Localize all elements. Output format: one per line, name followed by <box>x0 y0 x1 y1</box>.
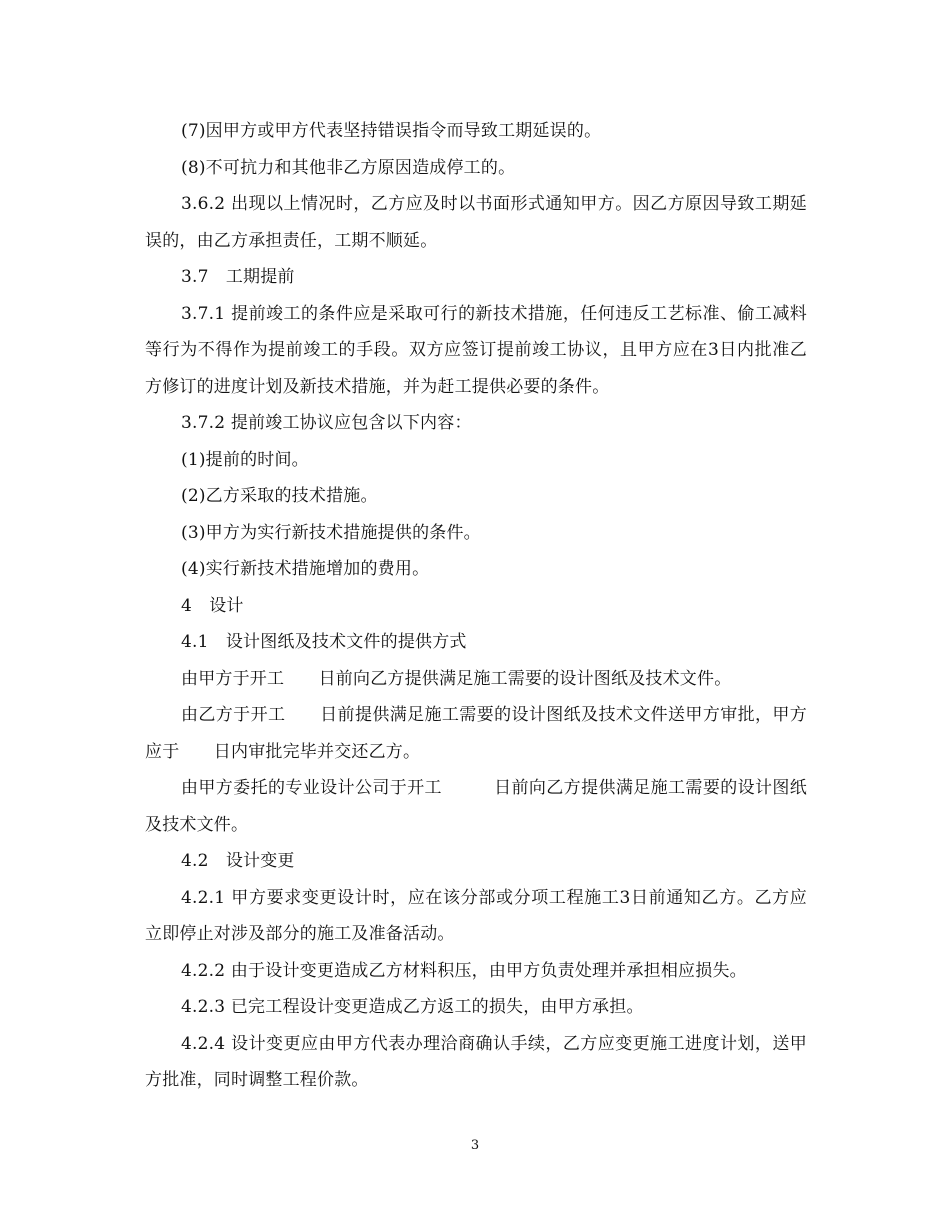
list-item-3: (3)甲方为实行新技术措施提供的条件。 <box>181 522 481 543</box>
section-4-2-heading: 4.2 设计变更 <box>181 851 295 871</box>
clause-8-paragraph: (8)不可抗力和其他非乙方原因造成停工的。 <box>181 157 516 178</box>
clause-7-paragraph: (7)因甲方或甲方代表坚持错误指令而导致工期延误的。 <box>181 121 602 141</box>
section-3-7-1-paragraph: 3.7.1 提前竣工的条件应是采取可行的新技术措施，任何违反工艺标准、偷工减料等行为不得作为提前竣工的手段。双方应签订提前竣工协议，且甲方应在3日内批准乙方修订的进度计划及新技术措施，并为赶工提供必要的条件。 <box>145 303 807 397</box>
section-3-6-2-paragraph: 3.6.2 出现以上情况时，乙方应及时以书面形式通知甲方。因乙方原因导致工期延误的，由乙方承担责任，工期不顺延。 <box>145 194 807 251</box>
section-4-2-1-paragraph: 4.2.1 甲方要求变更设计时，应在该分部或分项工程施工3日前通知乙方。乙方应立即停止对涉及部分的施工及准备活动。 <box>145 887 807 944</box>
document-body <box>145 113 807 1099</box>
section-3-7-2-paragraph: 3.7.2 提前竣工协议应包含以下内容： <box>181 413 472 433</box>
design-option-c-paragraph: 由甲方委托的专业设计公司于开工 日前向乙方提供满足施工需要的设计图纸及技术文件。 <box>145 778 807 835</box>
section-4-2-4-paragraph: 4.2.4 设计变更应由甲方代表办理洽商确认手续，乙方应变更施工进度计划，送甲方批准，同时调整工程价款。 <box>145 1033 807 1090</box>
section-3-7-heading: 3.7 工期提前 <box>181 267 295 287</box>
design-option-a-paragraph: 由甲方于开工 日前向乙方提供满足施工需要的设计图纸及技术文件。 <box>181 668 732 689</box>
section-4-heading: 4 设计 <box>181 595 244 616</box>
list-item-2: (2)乙方采取的技术措施。 <box>181 486 378 506</box>
section-4-2-2-paragraph: 4.2.2 由于设计变更造成乙方材料积压，由甲方负责处理并承担相应损失。 <box>181 960 747 981</box>
section-4-2-3-paragraph: 4.2.3 已完工程设计变更造成乙方返工的损失，由甲方承担。 <box>181 997 644 1017</box>
list-item-1: (1)提前的时间。 <box>181 449 309 470</box>
list-item-4: (4)实行新技术措施增加的费用。 <box>181 559 430 579</box>
section-4-1-heading: 4.1 设计图纸及技术文件的提供方式 <box>181 632 467 652</box>
page-number: 3 <box>470 1138 480 1153</box>
design-option-b-paragraph: 由乙方于开工 日前提供满足施工需要的设计图纸及技术文件送甲方审批，甲方应于 日内审批完毕并交还乙方。 <box>145 705 807 762</box>
